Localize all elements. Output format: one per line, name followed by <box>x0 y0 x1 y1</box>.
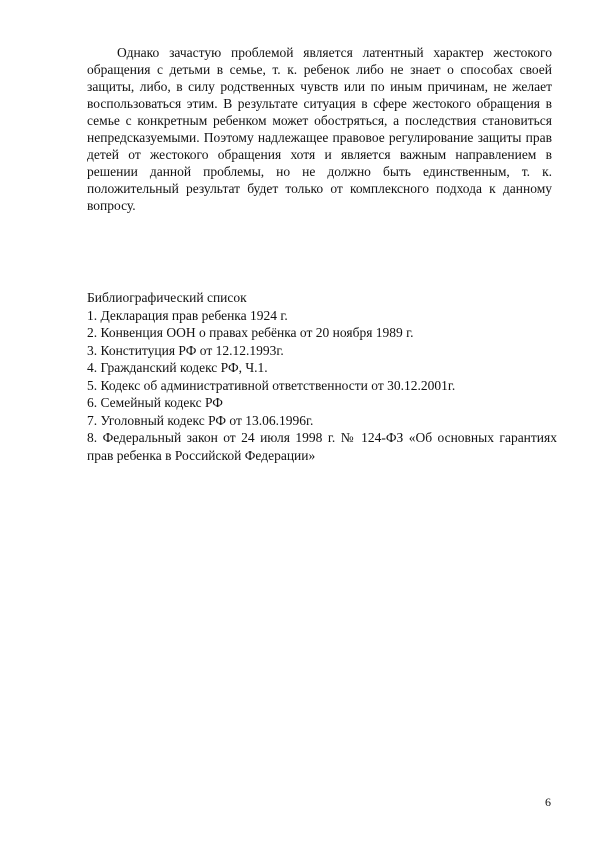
bibliography-list <box>87 307 557 465</box>
bibliography-item: 6. Семейный кодекс РФ <box>87 395 223 410</box>
bibliography-item: 5. Кодекс об административной ответственности от 30.12.2001г. <box>87 377 456 393</box>
bibliography-item: 4. Гражданский кодекс РФ, Ч.1. <box>87 360 268 375</box>
bibliography-item: 3. Конституция РФ от 12.12.1993г. <box>87 342 284 358</box>
bibliography-section <box>87 289 557 464</box>
bibliography-item: 2. Конвенция ООН о правах ребёнка от 20 ноября 1989 г. <box>87 325 414 340</box>
bibliography-item: 1. Декларация прав ребенка 1924 г. <box>87 307 288 323</box>
body-paragraph: Однако зачастую проблемой является латентный характер жестокого обращения с детьми в семье, т. к. ребенок либо не знает о способах своей защиты, либо, в силу родственных чувств или по иным причинам, не желает воспользоваться этим. В результате ситуация в сфере жестокого обращения в семье с конкретным ребенком может обостряться, а последствия становиться непредсказуемыми. Поэтому надлежащее правовое регулирование защиты прав детей от жестокого обращения хотя и является важным направлением в решении данной проблемы, но не должно быть единственным, т. к. положительный результат будет только от комплексного подхода к данному вопросу. <box>87 45 552 213</box>
page-number: 6 <box>545 795 551 809</box>
bibliography-item: 7. Уголовный кодекс РФ от 13.06.1996г. <box>87 412 314 428</box>
bibliography-item: 8. Федеральный закон от 24 июля 1998 г. № 124-ФЗ «Об основных гарантиях прав ребенка в Российской Федерации» <box>87 430 557 463</box>
bibliography-title: Библиографический список <box>87 290 247 305</box>
